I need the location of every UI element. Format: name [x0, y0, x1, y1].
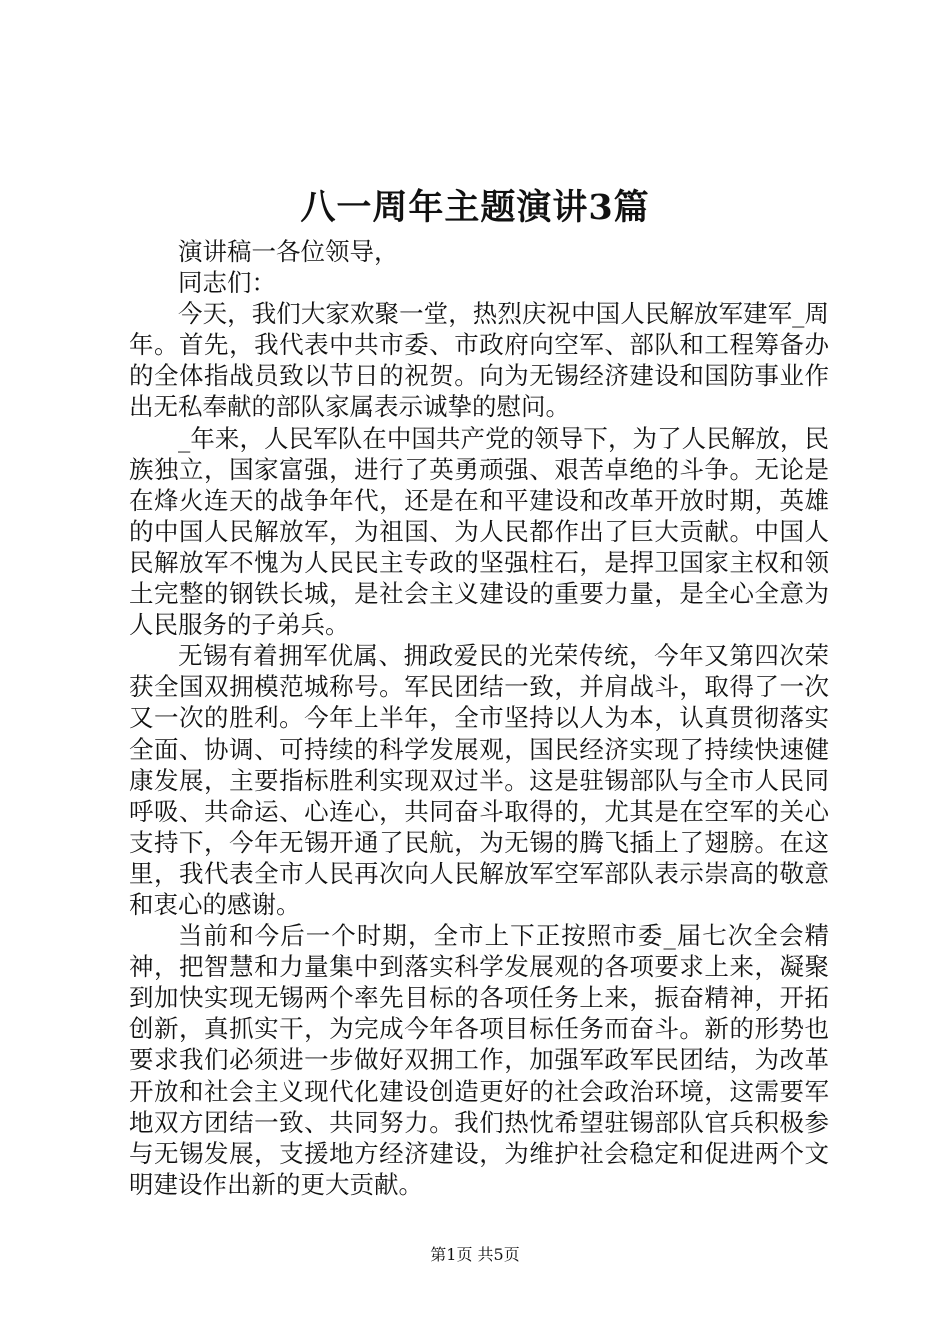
paragraph-1: 今天，我们大家欢聚一堂，热烈庆祝中国人民解放军建军_周年。首先，我代表中共市委、市政府向空军、部队和工程筹备办的全体指战员致以节日的祝贺。向为无锡经济建设和国防事业作出无私奉献的部队家属表示诚挚的慰问。 — [129, 299, 829, 422]
document-body — [129, 236, 829, 1200]
paragraph-3: 无锡有着拥军优属、拥政爱民的光荣传统，今年又第四次荣获全国双拥模范城称号。军民团结一致，并肩战斗，取得了一次又一次的胜利。今年上半年，全市坚持以人为本，认真贯彻落实全面、协调、可持续的科学发展观，国民经济实现了持续快速健康发展，主要指标胜利实现双过半。这是驻锡部队与全市人民同呼吸、共命运、心连心，共同奋斗取得的，尤其是在空军的关心支持下，今年无锡开通了民航，为无锡的腾飞插上了翅膀。在这里，我代表全市人民再次向人民解放军空军部队表示崇高的敬意和衷心的感谢。 — [129, 641, 829, 919]
paragraph-2: _年来，人民军队在中国共产党的领导下，为了人民解放，民族独立，国家富强，进行了英勇顽强、艰苦卓绝的斗争。无论是在烽火连天的战争年代，还是在和平建设和改革开放时期，英雄的中国人民解放军，为祖国、为人民都作出了巨大贡献。中国人民解放军不愧为人民民主专政的坚强柱石，是捍卫国家主权和领土完整的钢铁长城，是社会主义建设的重要力量，是全心全意为人民服务的子弟兵。 — [129, 423, 829, 640]
paragraph-4: 当前和今后一个时期，全市上下正按照市委_届七次全会精神，把智慧和力量集中到落实科学发展观的各项要求上来，凝聚到加快实现无锡两个率先目标的各项任务上来，振奋精神，开拓创新，真抓实干，为完成今年各项目标任务而奋斗。新的形势也要求我们必须进一步做好双拥工作，加强军政军民团结，为改革开放和社会主义现代化建设创造更好的社会政治环境，这需要军地双方团结一致、共同努力。我们热忱希望驻锡部队官兵积极参与无锡发展，支援地方经济建设，为维护社会稳定和促进两个文明建设作出新的更大贡献。 — [129, 921, 829, 1199]
document-title: 八一周年主题演讲3篇 — [300, 187, 650, 228]
salutation-line: 同志们： — [178, 268, 276, 298]
greeting-line: 演讲稿一各位领导， — [178, 237, 399, 266]
page-footer: 第1页 共5页 — [430, 1245, 520, 1264]
